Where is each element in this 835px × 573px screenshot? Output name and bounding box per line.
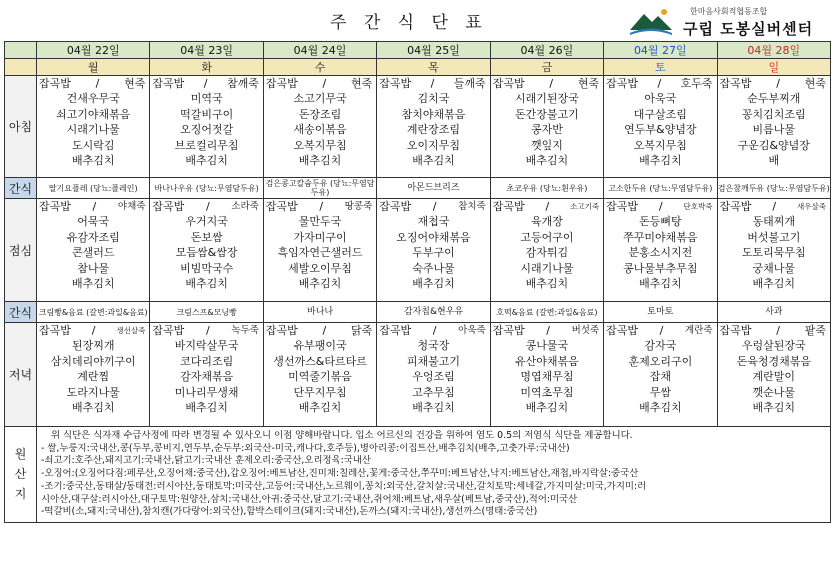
menu-item: 재첩국 — [417, 215, 450, 229]
menu-item: 모듬쌈&쌈장 — [175, 246, 238, 260]
rice-label: 잡곡밥 — [719, 324, 752, 337]
lunch-cell — [377, 199, 490, 302]
menu-item: 배추김치 — [185, 277, 228, 291]
porridge-label: 소고기죽 — [570, 202, 600, 211]
origin-label-char: 지 — [14, 487, 27, 502]
menu-item: 배추김치 — [639, 401, 682, 415]
menu-item: 분홍소시지전 — [628, 246, 693, 260]
date-cell: 04월 25일 — [377, 42, 490, 59]
menu-item: 배추김치 — [298, 154, 342, 168]
dinner-cell — [150, 323, 263, 427]
porridge-label: 팥죽 — [804, 324, 826, 337]
divider: / — [772, 200, 777, 213]
divider: / — [546, 324, 550, 337]
note-line: -조기:중국산,동태살/동태전:러시아산,동태토막:미국산,고등어:국내산,노르웨이,꽁치:외국산,갈치살:국내산,갈치토막:세네갈,가지미살:미국,가지미:러 — [41, 480, 647, 492]
breakfast-cell — [377, 76, 490, 178]
porridge-label: 야채죽 — [117, 201, 146, 212]
logo-name: 구립 도봉실버센터 — [683, 20, 814, 38]
menu-item: 건새우무국 — [66, 92, 120, 106]
meal-header — [377, 76, 489, 91]
menu-item: 아욱국 — [644, 92, 677, 106]
menu-item: 브로컬리무침 — [174, 138, 239, 152]
menu-item: 감자채볶음 — [180, 370, 234, 384]
menu-item: 배추김치 — [185, 154, 228, 168]
menu-item: 배추김치 — [185, 401, 228, 415]
menu-item: 물만두국 — [298, 215, 342, 229]
porridge-label: 참치죽 — [458, 201, 486, 212]
rice-label: 잡곡밥 — [492, 324, 525, 337]
snack-cell: 바나나 — [263, 302, 376, 323]
menu-item: 미나리무생채 — [174, 385, 239, 399]
menu-item: 돈육청경채볶음 — [736, 354, 811, 368]
menu-item: 배추김치 — [298, 277, 342, 291]
breakfast-cell — [490, 76, 603, 178]
meal-header — [150, 76, 262, 91]
weekday-cell: 금 — [490, 59, 603, 76]
porridge-label: 단호박죽 — [683, 202, 713, 211]
menu-item: 두부구이 — [412, 246, 455, 260]
weekday-cell: 수 — [263, 59, 376, 76]
note-line: 위 식단은 식자재 수급사정에 따라 변경될 수 있사오니 이점 양해바랍니다. 입소 어르신의 건강을 위하여 염도 0.5의 저염식 식단을 제공합니다. — [51, 430, 633, 441]
menu-item: 쇠고기야채볶음 — [56, 107, 131, 121]
menu-item: 배추김치 — [525, 277, 569, 291]
breakfast-cell — [263, 76, 376, 178]
divider: / — [659, 324, 664, 337]
meal-header — [491, 76, 603, 91]
rice-label: 잡곡밥 — [492, 200, 525, 213]
lunch-label: 점심 — [5, 199, 37, 302]
divider: / — [92, 200, 97, 213]
menu-item: 청국장 — [417, 339, 450, 353]
menu-item: 새송이볶음 — [293, 123, 347, 137]
center-logo — [628, 4, 828, 38]
menu-item: 콘샐러드 — [71, 246, 115, 260]
menu-item: 오징어젓갈 — [180, 123, 234, 137]
menu-item: 된장찌개 — [71, 339, 115, 353]
menu-item: 시래기나물 — [66, 123, 120, 137]
porridge-label: 아욱죽 — [458, 325, 486, 336]
dinner-cell — [263, 323, 376, 427]
note-line: -쇠고기:호주산,돼지고기:국내산,닭고기:국내산 훈제오리:중국산,오리정육:국내산 — [41, 455, 371, 467]
origin-label-char: 원 — [14, 447, 27, 462]
dinner-label: 저녁 — [5, 323, 37, 427]
menu-item: 우엉조림 — [412, 370, 455, 384]
menu-item: 동태찌개 — [752, 215, 796, 229]
menu-item: 배추김치 — [639, 154, 682, 168]
origin-notes — [37, 427, 831, 523]
rice-label: 잡곡밥 — [152, 324, 185, 337]
menu-item: 미역초무침 — [520, 385, 574, 399]
menu-item: 배추김치 — [71, 277, 115, 291]
menu-item: 오이지무침 — [406, 138, 461, 152]
rice-label: 잡곡밥 — [265, 200, 298, 213]
meal-header — [150, 199, 262, 214]
divider: / — [91, 324, 96, 337]
date-cell: 04월 27일 — [604, 42, 717, 59]
day-row — [5, 59, 831, 76]
menu-item: 감자튀김 — [525, 246, 569, 260]
rice-label: 잡곡밥 — [265, 77, 298, 90]
weekday-cell: 일 — [717, 59, 830, 76]
menu-item: 소고기무국 — [293, 92, 347, 106]
menu-item: 우렁살된장국 — [741, 339, 806, 353]
porridge-label: 현죽 — [577, 77, 600, 90]
divider: / — [776, 77, 780, 90]
menu-item: 배추김치 — [71, 154, 115, 168]
note-line: -떡갈비(소,돼지:국내산),참치캔(가다랑어:외국산),함박스테이크(돼지:국내산),돈까스(돼지:국내산),생선까스(명태:중국산) — [41, 506, 538, 518]
weekday-cell: 목 — [377, 59, 490, 76]
divider: / — [205, 324, 210, 337]
divider: / — [205, 200, 210, 213]
porridge-label: 호두죽 — [680, 77, 713, 90]
breakfast-cell — [150, 76, 263, 178]
weekly-menu-table — [4, 41, 831, 523]
divider: / — [95, 77, 100, 90]
breakfast-cell — [37, 76, 150, 178]
page-title: 주 간 식 단 표 — [330, 13, 488, 33]
lunch-cell — [604, 199, 717, 302]
menu-item: 바지락살무국 — [174, 339, 239, 353]
menu-item: 돈장조림 — [298, 107, 342, 121]
meal-header — [150, 323, 262, 338]
divider: / — [432, 200, 437, 213]
menu-item: 꽁치김치조림 — [741, 107, 806, 121]
menu-item: 어묵국 — [77, 215, 110, 229]
snack2-label: 간식 — [5, 302, 37, 323]
breakfast-cell — [717, 76, 830, 178]
dinner-cell — [490, 323, 603, 427]
rice-label: 잡곡밥 — [39, 77, 71, 90]
note-line: - 쌀,누룽지:국내산,콩(두부,콩비지,연두부,순두부:외국산-미국,캐나다,호주등),병아리콩:이집트산,배추김치(배추,고춧가루:국내산) — [41, 442, 570, 454]
porridge-label: 소라죽 — [231, 201, 259, 212]
meal-header — [37, 323, 149, 338]
dinner-cell — [377, 323, 490, 427]
porridge-label: 들깨죽 — [453, 77, 486, 90]
rice-label: 잡곡밥 — [719, 200, 752, 213]
menu-item: 고등어구이 — [520, 230, 574, 244]
menu-item: 오징어야채볶음 — [396, 230, 471, 244]
divider: / — [322, 324, 327, 337]
menu-item: 훈제오리구이 — [628, 354, 693, 368]
breakfast-cell — [604, 76, 717, 178]
snack1-row — [5, 178, 831, 199]
menu-item: 생선까스&타르타르 — [273, 354, 367, 368]
date-cell: 04월 24일 — [263, 42, 376, 59]
menu-item: 배추김치 — [71, 401, 115, 415]
rice-label: 잡곡밥 — [152, 77, 185, 90]
snack-cell: 딸기요플레 (당뇨:플레인) — [37, 178, 150, 199]
logo-org: 한마음사회적협동조합 — [690, 7, 768, 16]
date-cell: 04월 26일 — [490, 42, 603, 59]
menu-item: 오복지무침 — [293, 138, 347, 152]
menu-item: 깻순나물 — [752, 385, 796, 399]
menu-item: 참나물 — [77, 261, 110, 275]
menu-item: 대구살조림 — [633, 107, 687, 121]
menu-item: 돈보쌈 — [190, 230, 223, 244]
meal-header — [718, 199, 830, 214]
lunch-cell — [717, 199, 830, 302]
meal-header — [491, 323, 603, 338]
snack-cell: 바나나우유 (당뇨:무염담두유) — [150, 178, 263, 199]
menu-item: 계란말이 — [752, 370, 796, 384]
menu-item: 배추김치 — [298, 401, 342, 415]
menu-item: 배추김치 — [525, 154, 569, 168]
weekday-cell: 토 — [604, 59, 717, 76]
porridge-label: 생선살죽 — [116, 326, 146, 335]
menu-item: 명엽채무침 — [520, 370, 574, 384]
header — [0, 0, 835, 40]
divider: / — [430, 77, 435, 90]
meal-header — [377, 199, 489, 214]
dinner-cell — [37, 323, 150, 427]
menu-item: 배추김치 — [412, 401, 455, 415]
divider: / — [319, 200, 324, 213]
rice-label: 잡곡밥 — [492, 77, 525, 90]
snack-cell: 검은참깨두유 (당뇨:무염담두유) — [717, 178, 830, 199]
menu-item: 유부팽이국 — [293, 339, 347, 353]
menu-item: 배추김치 — [752, 401, 796, 415]
divider: / — [432, 324, 437, 337]
meal-header — [37, 76, 149, 91]
divider: / — [203, 77, 208, 90]
rice-label: 잡곡밥 — [39, 324, 71, 337]
menu-item: 미역국 — [190, 92, 223, 106]
lunch-row — [5, 199, 831, 302]
menu-item: 순두부찌개 — [747, 92, 801, 106]
breakfast-row — [5, 76, 831, 178]
menu-item: 피채불고기 — [406, 354, 461, 368]
menu-item: 단무지무침 — [293, 385, 347, 399]
menu-item: 버섯불고기 — [747, 230, 801, 244]
meal-header — [264, 199, 376, 214]
rice-label: 잡곡밥 — [606, 77, 638, 90]
lunch-cell — [150, 199, 263, 302]
snack-cell: 크림스프&모닝빵 — [150, 302, 263, 323]
divider: / — [545, 200, 550, 213]
snack-cell: 사과 — [717, 302, 830, 323]
mountain-logo-icon — [628, 6, 674, 36]
snack2-row — [5, 302, 831, 323]
menu-item: 유산야채볶음 — [515, 354, 579, 368]
snack-cell: 검은콩고칼슘두유 (당뇨:무염담두유) — [263, 178, 376, 199]
menu-item: 육개장 — [530, 215, 563, 229]
snack-cell: 감자칩&현우유 — [377, 302, 490, 323]
menu-item: 비빔막국수 — [180, 261, 234, 275]
rice-label: 잡곡밥 — [39, 200, 71, 213]
origin-row — [5, 427, 831, 523]
menu-item: 도토리묵무침 — [741, 246, 806, 260]
date-cell: 04월 23일 — [150, 42, 263, 59]
menu-item: 고추무침 — [412, 385, 455, 399]
rice-label: 잡곡밥 — [719, 77, 752, 90]
snack-cell: 호떡&음료 (갈변:과일&음료) — [490, 302, 603, 323]
menu-item: 돈간장불고기 — [515, 107, 579, 121]
menu-item: 잡채 — [649, 370, 671, 384]
menu-item: 궁채나물 — [752, 261, 796, 275]
rice-label: 잡곡밥 — [379, 77, 412, 90]
date-row — [5, 42, 831, 59]
menu-item: 도시락김 — [71, 138, 115, 152]
divider: / — [549, 77, 554, 90]
weekday-cell: 화 — [150, 59, 263, 76]
menu-item: 김치국 — [417, 92, 450, 106]
divider: / — [776, 324, 780, 337]
menu-item: 돈등뼈탕 — [639, 215, 682, 229]
menu-item: 배추김치 — [525, 401, 569, 415]
menu-item: 쭈꾸미야채볶음 — [623, 230, 698, 244]
porridge-label: 땅콩죽 — [344, 201, 373, 212]
divider: / — [657, 77, 662, 90]
snack-cell: 초코우유 (당뇨:흰우유) — [490, 178, 603, 199]
menu-item: 참치야채볶음 — [401, 107, 466, 121]
corner-cell — [5, 59, 37, 76]
meal-header — [604, 323, 716, 338]
dinner-cell — [717, 323, 830, 427]
weekday-cell: 월 — [37, 59, 150, 76]
meal-header — [491, 199, 603, 214]
porridge-label: 버섯죽 — [571, 325, 600, 336]
menu-item: 미역줄기볶음 — [288, 370, 352, 384]
menu-item: 오복지무침 — [633, 138, 687, 152]
snack1-label: 간식 — [5, 178, 37, 199]
breakfast-label: 아침 — [5, 76, 37, 178]
origin-label — [5, 427, 37, 523]
porridge-label: 새우살죽 — [797, 202, 826, 211]
menu-item: 배 — [768, 154, 780, 168]
dinner-cell — [604, 323, 717, 427]
meal-header — [718, 323, 830, 338]
menu-item: 숙주나물 — [412, 261, 455, 275]
menu-item: 깻잎지 — [530, 138, 563, 152]
rice-label: 잡곡밥 — [152, 200, 185, 213]
rice-label: 잡곡밥 — [379, 324, 412, 337]
menu-item: 배추김치 — [412, 277, 455, 291]
menu-item: 배추김치 — [412, 154, 455, 168]
rice-label: 잡곡밥 — [606, 200, 638, 213]
meal-header — [264, 323, 376, 338]
meal-header — [718, 76, 830, 91]
meal-header — [377, 323, 489, 338]
menu-item: 비름나물 — [752, 123, 796, 137]
menu-item: 구운김&양념장 — [737, 138, 810, 152]
menu-item: 떡갈비구이 — [180, 107, 234, 121]
menu-item: 무쌈 — [649, 385, 671, 399]
menu-item: 시래기된장국 — [515, 92, 579, 106]
menu-item: 배추김치 — [639, 277, 682, 291]
rice-label: 잡곡밥 — [606, 324, 638, 337]
menu-item: 연두부&양념장 — [624, 123, 697, 137]
porridge-label: 현죽 — [804, 77, 826, 90]
menu-item: 삼치데리야끼구이 — [50, 354, 136, 368]
menu-item: 코다리조림 — [180, 354, 234, 368]
menu-item: 콩자반 — [530, 123, 563, 137]
porridge-label: 계란죽 — [685, 325, 713, 336]
menu-item: 시래기나물 — [520, 261, 574, 275]
rice-label: 잡곡밥 — [265, 324, 298, 337]
menu-item: 흑임자연근샐러드 — [277, 246, 363, 260]
corner-cell — [5, 42, 37, 59]
meal-header — [37, 199, 149, 214]
divider: / — [658, 200, 663, 213]
meal-header — [264, 76, 376, 91]
meal-header — [604, 76, 716, 91]
menu-item: 가자미구이 — [293, 230, 347, 244]
menu-item: 계란장조림 — [406, 123, 461, 137]
porridge-label: 녹두죽 — [231, 325, 259, 336]
menu-item: 계란찜 — [77, 370, 110, 384]
menu-item: 세발오이무침 — [288, 261, 352, 275]
snack-cell: 고소한두유 (당뇨:무염담두유) — [604, 178, 717, 199]
porridge-label: 참깨죽 — [226, 77, 259, 90]
menu-item: 배추김치 — [752, 277, 796, 291]
menu-item: 도라지나물 — [66, 385, 120, 399]
divider: / — [322, 77, 327, 90]
lunch-cell — [37, 199, 150, 302]
dinner-row — [5, 323, 831, 427]
menu-item: 우거지국 — [185, 215, 228, 229]
porridge-label: 현죽 — [124, 77, 146, 90]
menu-item: 감자국 — [644, 339, 677, 353]
date-cell: 04월 22일 — [37, 42, 150, 59]
menu-item: 유감자조림 — [66, 230, 120, 244]
lunch-cell — [490, 199, 603, 302]
snack-cell: 크림빵&음료 (갈변:과일&음료) — [37, 302, 150, 323]
rice-label: 잡곡밥 — [379, 200, 412, 213]
lunch-cell — [263, 199, 376, 302]
snack-cell: 아몬드브리즈 — [377, 178, 490, 199]
meal-header — [604, 199, 716, 214]
menu-item: 콩나물국 — [525, 339, 569, 353]
menu-item: 콩나물부추무침 — [623, 261, 698, 275]
origin-label-char: 산 — [14, 467, 27, 482]
snack-cell: 토마토 — [604, 302, 717, 323]
porridge-label: 현죽 — [350, 77, 373, 90]
note-line: 시아산,대구살:러시아산,대구토막:원양산,삼치:국내산,아귀:중국산,달고기:국내산,쥐어채:베트남,새우살(베트남,중국산),적어:미국산 — [41, 493, 578, 505]
porridge-label: 닭죽 — [350, 324, 373, 337]
note-line: -오징어:(오징어다짐:페루산,오징어채:중국산),갑오징어:베트남산,진미채:칠레산,꽃게:중국산,쭈꾸미:베트남산,낙지:베트남산,재첩,바지락살:중국산 — [41, 468, 639, 480]
date-cell: 04월 28일 — [717, 42, 830, 59]
